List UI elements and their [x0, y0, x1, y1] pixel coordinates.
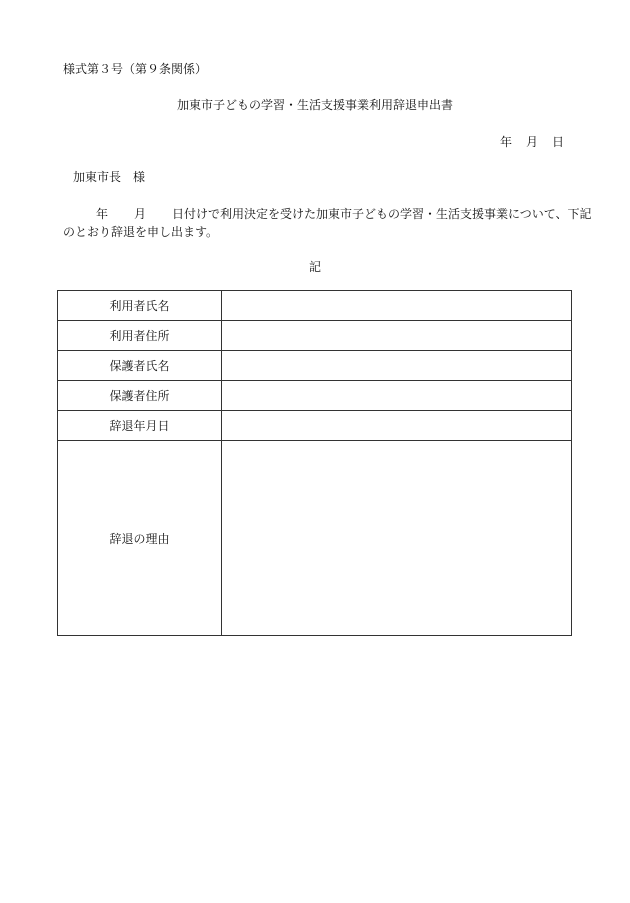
body-line-1	[63, 205, 592, 223]
field-guardian-name[interactable]	[222, 351, 572, 381]
document-title: 加東市子どもの学習・生活支援事業利用辞退申出書	[176, 98, 453, 112]
table-row	[58, 381, 572, 411]
field-user-name[interactable]	[222, 291, 572, 321]
form-number: 様式第３号（第９条関係）	[63, 62, 208, 76]
table-row	[58, 321, 572, 351]
field-guardian-address[interactable]	[222, 381, 572, 411]
body-line-2: のとおり辞退を申し出ます。	[63, 225, 219, 239]
table-row	[58, 291, 572, 321]
application-form-table	[57, 290, 572, 636]
date-day-label: 日	[551, 135, 564, 149]
table-row	[58, 441, 572, 636]
row-label-user-name: 利用者氏名	[58, 291, 222, 321]
body-month-label: 月	[134, 207, 147, 221]
body-text	[63, 205, 592, 241]
field-user-address[interactable]	[222, 321, 572, 351]
field-withdrawal-date[interactable]	[222, 411, 572, 441]
addressee	[73, 168, 145, 185]
row-label-guardian-name: 保護者氏名	[58, 351, 222, 381]
row-label-withdrawal-reason: 辞退の理由	[58, 441, 222, 636]
row-label-user-address: 利用者住所	[58, 321, 222, 351]
ki-heading: 記	[308, 260, 321, 274]
addressee-honorific: 様	[133, 170, 146, 184]
table-row	[58, 411, 572, 441]
field-withdrawal-reason[interactable]	[222, 441, 572, 636]
row-label-guardian-address: 保護者住所	[58, 381, 222, 411]
date-month-label: 月	[525, 135, 538, 149]
addressee-name: 加東市長	[73, 170, 122, 184]
date-year-label: 年	[499, 135, 512, 149]
body-year-label: 年	[96, 207, 109, 221]
body-line-1-text: 日付けで利用決定を受けた加東市子どもの学習・生活支援事業について、下記	[172, 207, 592, 221]
date-line	[500, 133, 564, 150]
row-label-withdrawal-date: 辞退年月日	[58, 411, 222, 441]
table-row	[58, 351, 572, 381]
